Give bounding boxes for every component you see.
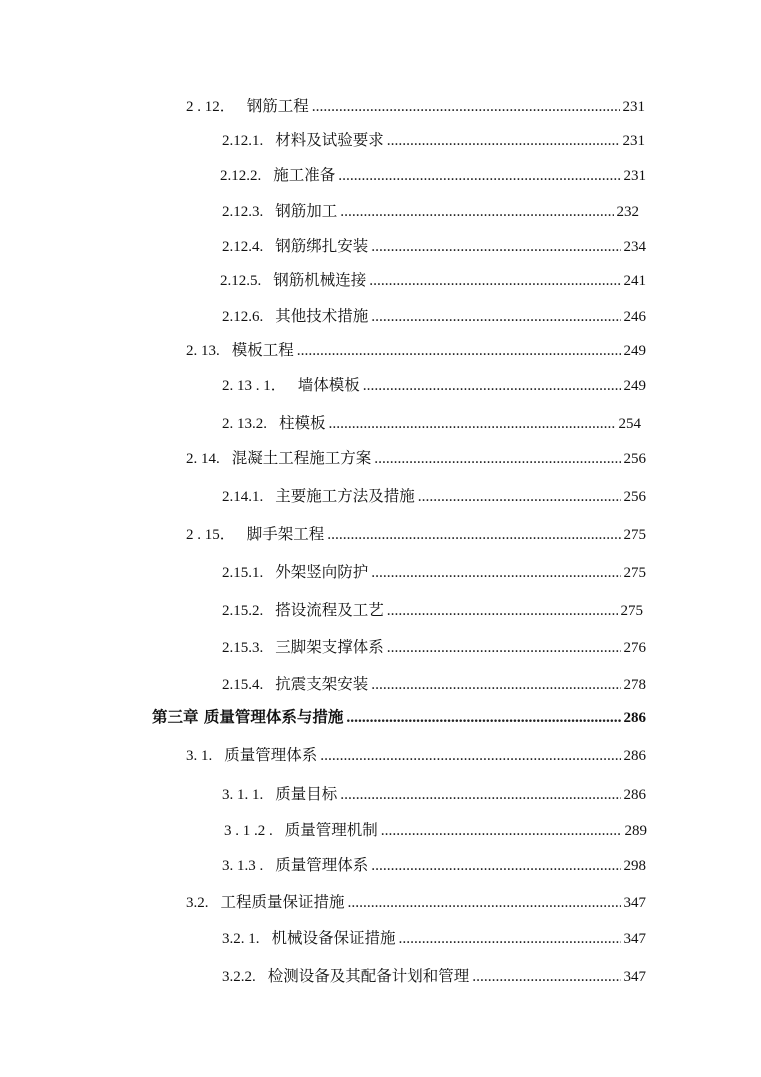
toc-page-number: 241 [623, 273, 646, 289]
dot-leader [297, 339, 621, 363]
toc-page-number: 275 [620, 603, 643, 619]
toc-entry[interactable] [222, 672, 646, 696]
toc-page-number: 347 [623, 931, 646, 947]
toc-entry[interactable] [222, 484, 646, 508]
toc-entry[interactable] [222, 598, 643, 622]
dot-leader [371, 235, 620, 259]
dot-leader [371, 561, 620, 585]
toc-number: 2.12.2. [220, 168, 262, 184]
dot-leader [346, 706, 620, 730]
toc-entry[interactable] [220, 268, 646, 292]
toc-page-number: 231 [622, 99, 645, 115]
dot-leader [329, 412, 616, 436]
toc-page-number: 232 [616, 204, 639, 220]
toc-title: 混凝土工程施工方案 [231, 449, 372, 467]
toc-page-number: 275 [623, 565, 646, 581]
toc-entry[interactable] [220, 163, 646, 187]
toc-number: 3.2. 1. [222, 931, 260, 947]
toc-number: 2.15.4. [222, 677, 264, 693]
toc-page-number: 231 [623, 168, 646, 184]
toc-title: 质量管理体系 [275, 856, 369, 874]
toc-page-number: 286 [623, 748, 646, 764]
toc-title: 质量管理体系 [224, 746, 318, 764]
dot-leader [418, 485, 621, 509]
toc-title: 外架竖向防护 [275, 563, 369, 581]
toc-number: 2.12.4. [222, 239, 264, 255]
dot-leader [399, 927, 621, 951]
toc-number: 2. 14. [186, 451, 220, 467]
toc-page-number: 234 [623, 239, 646, 255]
toc-entry[interactable] [186, 890, 646, 914]
toc-page-number: 249 [623, 343, 646, 359]
toc-entry[interactable] [222, 560, 646, 584]
toc-page-number: 278 [623, 677, 646, 693]
toc-entry[interactable] [222, 373, 646, 397]
toc-title: 材料及试验要求 [275, 131, 384, 149]
toc-title: 钢筋绑扎安装 [275, 237, 369, 255]
toc-page-number: 256 [623, 489, 646, 505]
toc-number: 3.2. [186, 895, 209, 911]
dot-leader [371, 673, 620, 697]
toc-page-number: 289 [624, 823, 647, 839]
toc-number: 2.12.3. [222, 204, 264, 220]
toc-chapter-entry[interactable] [152, 705, 646, 729]
toc-entry[interactable] [222, 234, 646, 258]
dot-leader [340, 783, 620, 807]
dot-leader [371, 305, 620, 329]
toc-page-number: 347 [623, 895, 646, 911]
toc-entry[interactable] [222, 853, 646, 877]
toc-chapter-title: 第三章 质量管理体系与措施 [152, 707, 344, 726]
toc-entry[interactable] [186, 338, 646, 362]
toc-page-number: 347 [623, 969, 646, 985]
toc-page-number: 231 [622, 133, 645, 149]
toc-page-number: 254 [618, 416, 641, 432]
toc-number: 2 . 12． [186, 99, 235, 115]
toc-number: 2. 13. [186, 343, 220, 359]
toc-title: 钢筋机械连接 [273, 271, 367, 289]
dot-leader [371, 854, 620, 878]
dot-leader [472, 965, 620, 989]
toc-entry[interactable] [222, 128, 645, 152]
toc-title: 柱模板 [279, 414, 326, 432]
toc-entry[interactable] [186, 743, 646, 767]
toc-title: 模板工程 [231, 341, 294, 359]
toc-number: 2.15.1. [222, 565, 264, 581]
toc-number: 3. 1.3 . [222, 858, 264, 874]
toc-page-number: 275 [623, 527, 646, 543]
dot-leader [387, 129, 620, 153]
dot-leader [327, 523, 620, 547]
toc-number: 3. 1. [186, 748, 213, 764]
toc-entry[interactable] [186, 446, 646, 470]
toc-number: 2.15.2. [222, 603, 264, 619]
toc-number: 2.12.1. [222, 133, 264, 149]
toc-page-number: 286 [623, 710, 646, 726]
toc-title: 检测设备及其配备计划和管理 [267, 967, 470, 985]
toc-number: 3 . 1 .2 . [224, 823, 273, 839]
toc-entry[interactable] [186, 522, 646, 546]
dot-leader [369, 269, 620, 293]
toc-number: 3.2.2. [222, 969, 256, 985]
toc-title: 脚手架工程 [246, 525, 325, 543]
toc-entry[interactable] [222, 199, 639, 223]
toc-page-number: 249 [623, 378, 646, 394]
dot-leader [381, 819, 622, 843]
toc-title: 钢筋加工 [275, 202, 338, 220]
dot-leader [338, 164, 620, 188]
toc-number: 2.12.6. [222, 309, 264, 325]
toc-title: 主要施工方法及措施 [275, 487, 415, 505]
toc-title: 施工准备 [273, 166, 336, 184]
toc-number: 2. 13 . 1． [222, 378, 286, 394]
toc-entry[interactable] [222, 964, 646, 988]
toc-title: 搭设流程及工艺 [275, 601, 384, 619]
toc-title: 质量管理机制 [284, 821, 378, 839]
toc-entry[interactable] [222, 635, 646, 659]
dot-leader [387, 636, 621, 660]
toc-page-number: 256 [623, 451, 646, 467]
toc-title: 其他技术措施 [275, 307, 369, 325]
toc-title: 钢筋工程 [246, 97, 309, 115]
dot-leader [340, 200, 613, 224]
toc-title: 机械设备保证措施 [271, 929, 396, 947]
toc-page-number: 276 [623, 640, 646, 656]
toc-entry[interactable] [222, 304, 646, 328]
dot-leader [363, 374, 621, 398]
dot-leader [387, 599, 618, 623]
toc-entry[interactable] [222, 926, 646, 950]
toc-number: 2.15.3. [222, 640, 264, 656]
dot-leader [374, 447, 620, 471]
toc-number: 2 . 15． [186, 527, 235, 543]
dot-leader [320, 744, 620, 768]
toc-page-number: 286 [623, 787, 646, 803]
toc-entry[interactable] [224, 818, 647, 842]
toc-title: 墙体模板 [297, 376, 360, 394]
toc-title: 质量目标 [275, 785, 338, 803]
toc-entry[interactable] [222, 411, 641, 435]
toc-number: 2.14.1. [222, 489, 264, 505]
toc-title: 三脚架支撑体系 [275, 638, 384, 656]
toc-title: 抗震支架安装 [275, 675, 369, 693]
toc-entry[interactable] [222, 782, 646, 806]
dot-leader [348, 891, 621, 915]
toc-entry[interactable] [186, 94, 645, 118]
toc-number: 2.12.5. [220, 273, 262, 289]
toc-page-number: 246 [623, 309, 646, 325]
dot-leader [312, 95, 620, 119]
toc-number: 2. 13.2. [222, 416, 267, 432]
toc-page-number: 298 [623, 858, 646, 874]
toc-number: 3. 1. 1. [222, 787, 264, 803]
toc-title: 工程质量保证措施 [220, 893, 345, 911]
